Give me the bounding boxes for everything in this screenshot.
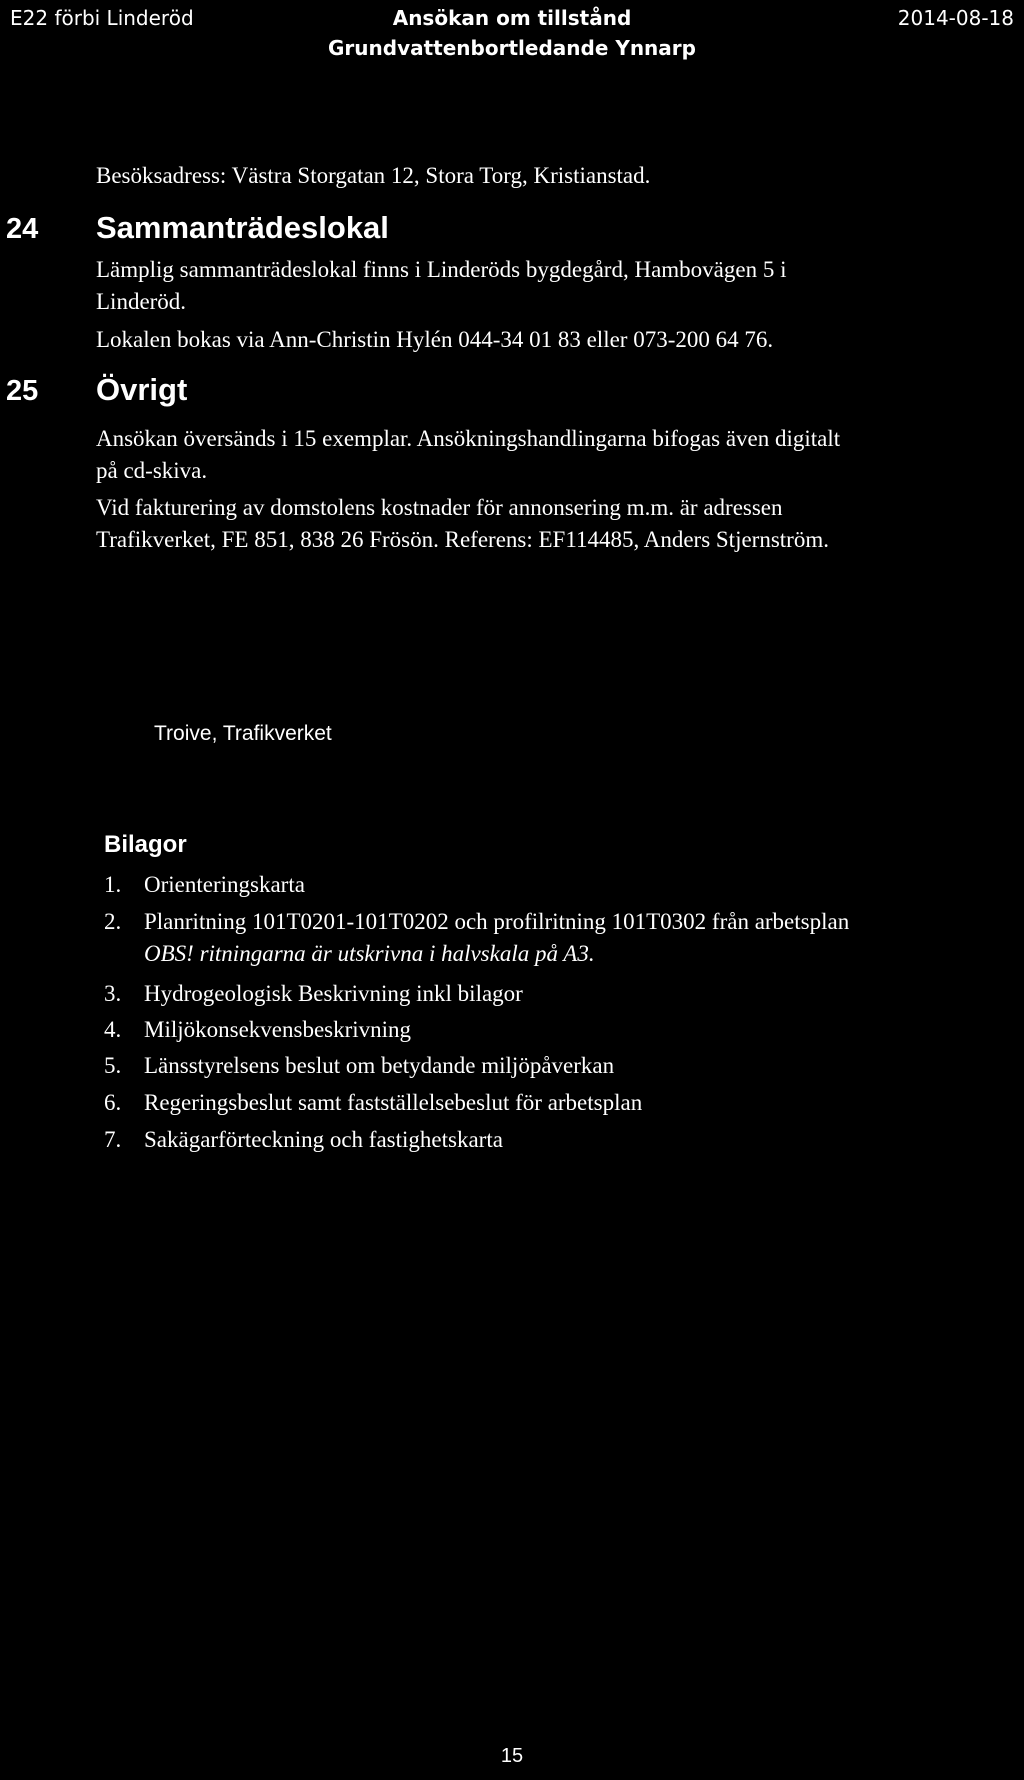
section-24-number: 24 (6, 213, 39, 245)
section-25-number: 25 (6, 375, 39, 407)
attachment-text: Sakägarförteckning och fastighetskarta (144, 1127, 503, 1152)
section-25-paragraph-1-line-2: på cd-skiva. (96, 458, 208, 483)
attachments-title: Bilagor (104, 831, 187, 858)
attachment-number: 1. (104, 872, 122, 897)
section-24-paragraph-1-line-1: Lämplig sammanträdeslokal finns i Linderöds bygdegård, Hambovägen 5 i (96, 257, 787, 282)
attachment-text: Planritning 101T0201-101T0202 och profilritning 101T0302 från arbetsplan (144, 909, 850, 934)
header-title-line-2: Grundvattenbortledande Ynnarp (328, 36, 696, 60)
section-24-paragraph-2: Lokalen bokas via Ann-Christin Hylén 044-34 01 83 eller 073-200 64 76. (96, 327, 774, 352)
section-25-paragraph-2-line-1: Vid fakturering av domstolens kostnader för annonsering m.m. är adressen (96, 495, 783, 520)
attachment-number: 3. (104, 981, 122, 1006)
section-25-title: Övrigt (96, 372, 188, 407)
header-date: 2014-08-18 (897, 6, 1014, 30)
attachment-number: 5. (104, 1053, 122, 1078)
attachment-number: 6. (104, 1090, 122, 1115)
attachment-text-block (144, 906, 849, 970)
attachment-note: OBS! ritningarna är utskrivna i halvskala på A3. (144, 941, 595, 966)
header-title-line-1: Ansökan om tillstånd (392, 6, 632, 30)
attachment-text: Miljökonsekvensbeskrivning (144, 1017, 412, 1042)
header-project-name: E22 förbi Linderöd (10, 6, 194, 30)
header-title (0, 6, 1024, 60)
section-24-title: Sammanträdeslokal (96, 210, 389, 245)
section-25-paragraph-2-line-2: Trafikverket, FE 851, 838 26 Frösön. Referens: EF114485, Anders Stjernström. (96, 527, 829, 552)
attachment-number: 2. (104, 909, 122, 934)
section-24-paragraph-1-line-2: Linderöd. (96, 289, 187, 314)
attachment-text: Länsstyrelsens beslut om betydande miljöpåverkan (144, 1053, 615, 1078)
visit-address: Besöksadress: Västra Storgatan 12, Stora Torg, Kristianstad. (96, 163, 651, 188)
attachment-text: Regeringsbeslut samt fastställelsebeslut för arbetsplan (144, 1090, 643, 1115)
attachment-number: 4. (104, 1017, 122, 1042)
attachment-text: Hydrogeologisk Beskrivning inkl bilagor (144, 981, 523, 1006)
attachment-text: Orienteringskarta (144, 872, 305, 897)
signature-line: Troive, Trafikverket (154, 722, 332, 745)
section-25-paragraph-1-line-1: Ansökan översänds i 15 exemplar. Ansökningshandlingarna bifogas även digitalt (96, 426, 841, 451)
page-number: 15 (500, 1745, 524, 1767)
attachment-number: 7. (104, 1127, 122, 1152)
